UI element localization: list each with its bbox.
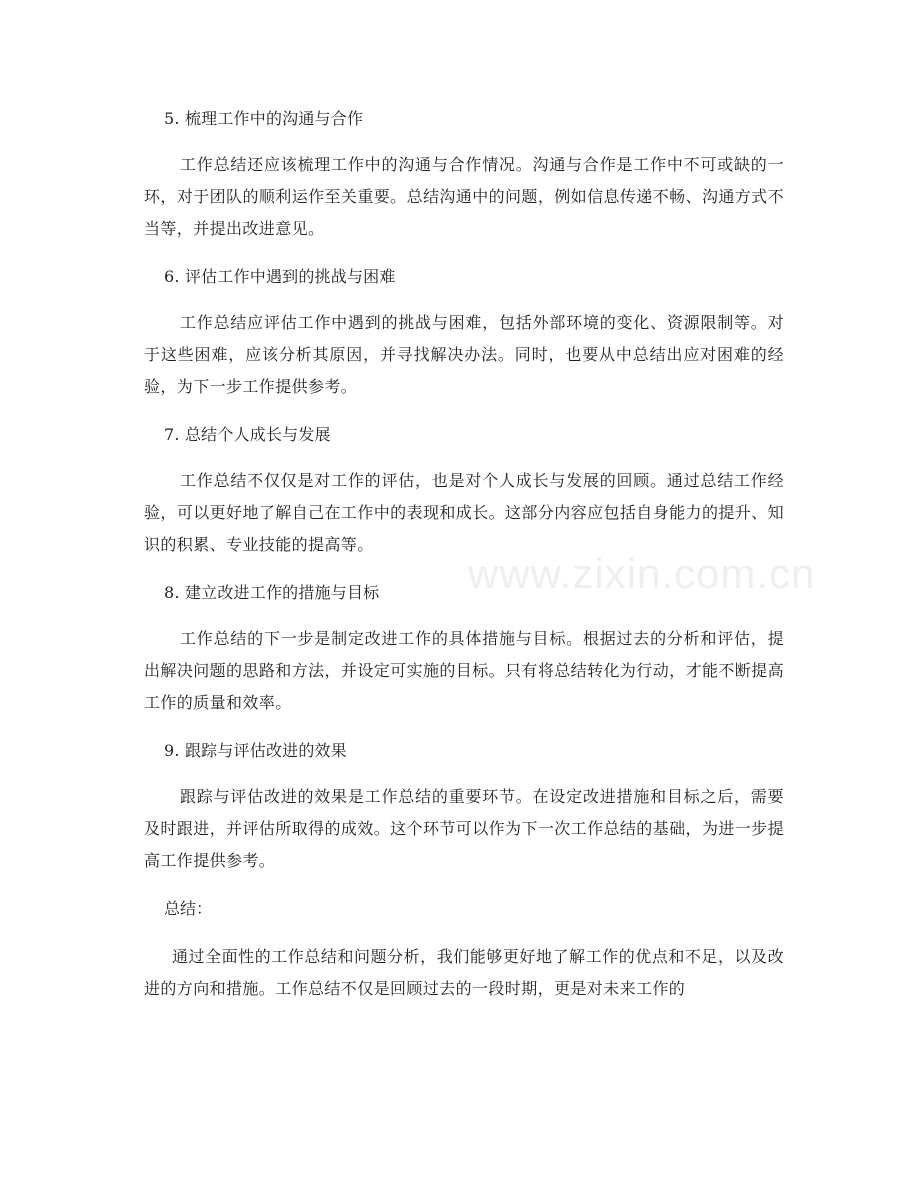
section-paragraph: 跟踪与评估改进的效果是工作总结的重要环节。在设定改进措施和目标之后，需要及时跟进，并评估所取得的成效。这个环节可以作为下一次工作总结的基础，为进一步提高工作提供参考。 (144, 787, 784, 870)
section-paragraph: 工作总结还应该梳理工作中的沟通与合作情况。沟通与合作是工作中不可或缺的一环，对于团队的顺利运作至关重要。总结沟通中的问题，例如信息传递不畅、沟通方式不当等，并提出改进意见。 (144, 155, 784, 238)
summary-paragraph: 通过全面性的工作总结和问题分析，我们能够更好地了解工作的优点和不足，以及改进的方向和措施。工作总结不仅是回顾过去的一段时期，更是对未来工作的 (144, 947, 784, 998)
section-heading: 9. 跟踪与评估改进的效果 (164, 741, 347, 760)
document-body (144, 103, 784, 1005)
section-paragraph: 工作总结不仅仅是对工作的评估，也是对个人成长与发展的回顾。通过总结工作经验，可以更好地了解自己在工作中的表现和成长。这部分内容应包括自身能力的提升、知识的积累、专业技能的提高等。 (144, 471, 784, 554)
section-paragraph: 工作总结的下一步是制定改进工作的具体措施与目标。根据过去的分析和评估，提出解决问题的思路和方法，并设定可实施的目标。只有将总结转化为行动，才能不断提高工作的质量和效率。 (144, 629, 784, 712)
section-heading: 6. 评估工作中遇到的挑战与困难 (164, 267, 396, 286)
section-heading: 7. 总结个人成长与发展 (164, 425, 331, 444)
section-heading: 8. 建立改进工作的措施与目标 (164, 583, 380, 602)
section-heading: 5. 梳理工作中的沟通与合作 (164, 109, 364, 128)
watermark: www.zixin.com.cn (468, 550, 816, 597)
section-paragraph: 工作总结应评估工作中遇到的挑战与困难，包括外部环境的变化、资源限制等。对于这些困难，应该分析其原因，并寻找解决办法。同时，也要从中总结出应对困难的经验，为下一步工作提供参考。 (144, 313, 784, 396)
summary-label: 总结： (164, 899, 213, 918)
